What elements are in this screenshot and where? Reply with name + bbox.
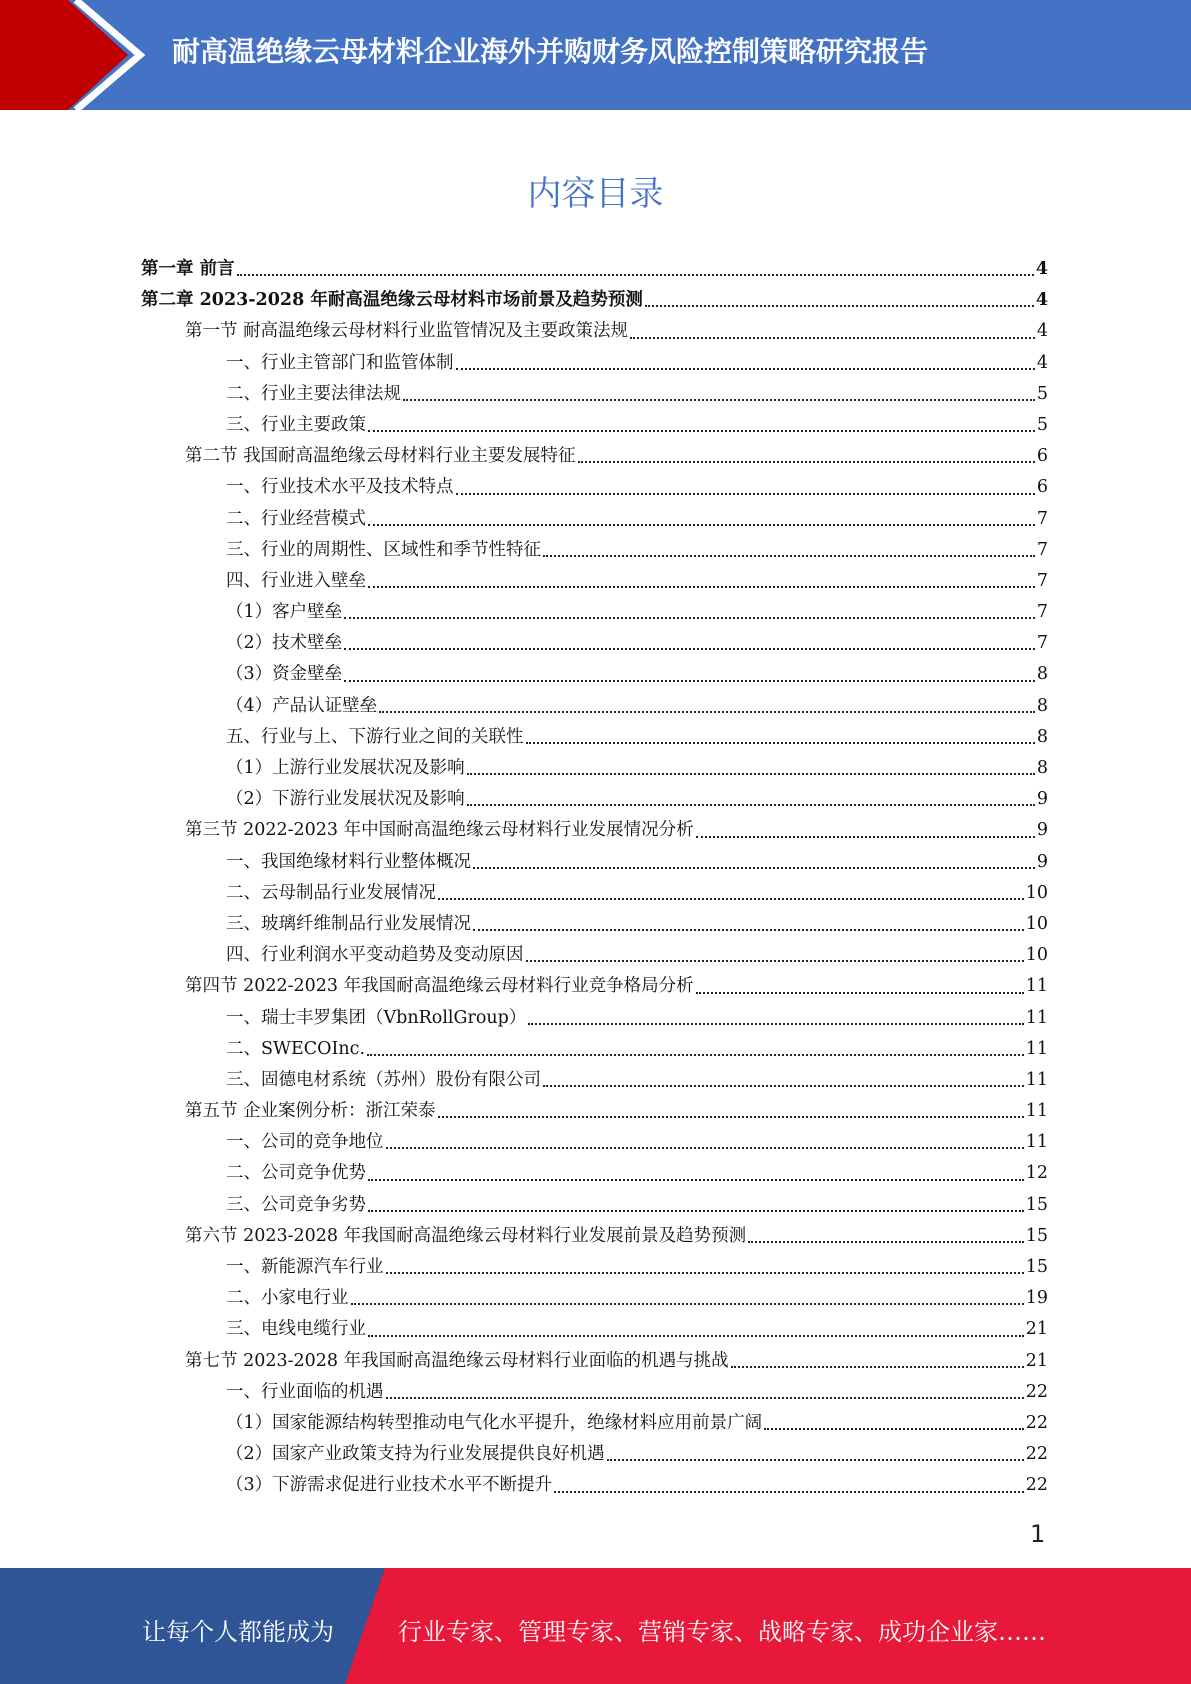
toc-entry-page: 22: [1025, 1381, 1048, 1402]
toc-entry-title: 四、行业利润水平变动趋势及变动原因: [226, 945, 524, 966]
toc-dot-leader: [386, 1146, 1024, 1149]
toc-entry-title: （1）客户壁垒: [226, 602, 343, 623]
toc-entry[interactable]: [141, 1221, 1048, 1252]
toc-dot-leader: [543, 1084, 1024, 1087]
toc-entry-page: 8: [1036, 664, 1048, 685]
toc-entry-title: （2）技术壁垒: [226, 633, 343, 654]
toc-entry-title: 三、公司竞争劣势: [226, 1194, 366, 1215]
page-number: 1: [1030, 1520, 1046, 1548]
toc-dot-leader: [368, 585, 1035, 588]
toc-entry-page: 8: [1036, 726, 1048, 747]
toc-entry-page: 7: [1036, 539, 1048, 560]
toc-entry-page: 15: [1025, 1194, 1048, 1215]
toc-entry-page: 11: [1025, 1132, 1048, 1153]
toc-entry[interactable]: [141, 1439, 1048, 1470]
toc-dot-leader: [367, 1053, 1024, 1056]
toc-entry-title: 一、瑞士丰罗集团（VbnRollGroup）: [226, 1007, 527, 1028]
toc-entry-page: 4: [1035, 259, 1048, 279]
toc-entry[interactable]: [141, 628, 1048, 659]
report-title: 耐高温绝缘云母材料企业海外并购财务风险控制策略研究报告: [172, 35, 929, 68]
toc-entry-page: 6: [1036, 446, 1048, 467]
toc-entry-title: 三、行业主要政策: [226, 414, 366, 435]
toc-entry-title: 一、新能源汽车行业: [226, 1257, 384, 1277]
toc-dot-leader: [526, 741, 1035, 744]
toc-entry-title: 二、云母制品行业发展情况: [226, 882, 436, 903]
toc-entry[interactable]: [141, 1003, 1048, 1034]
toc-entry-title: 第四节 2022-2023 年我国耐高温绝缘云母材料行业竞争格局分析: [185, 976, 694, 997]
toc-entry[interactable]: [141, 410, 1048, 441]
toc-entry-page: 11: [1025, 1038, 1048, 1059]
toc-entry[interactable]: [141, 472, 1048, 503]
toc-entry-title: 三、玻璃纤维制品行业发展情况: [226, 913, 471, 934]
toc-entry[interactable]: [141, 1470, 1048, 1501]
toc-entry-page: 5: [1036, 414, 1048, 435]
toc-entry-title: 三、行业的周期性、区域性和季节性特征: [226, 539, 541, 560]
toc-dot-leader: [456, 367, 1035, 370]
toc-entry-title: 二、行业经营模式: [226, 508, 366, 529]
toc-entry-page: 9: [1036, 789, 1048, 810]
toc-entry[interactable]: [141, 878, 1048, 909]
toc-entry-title: 一、我国绝缘材料行业整体概况: [226, 851, 471, 872]
toc-entry-title: 一、行业主管部门和监管体制: [226, 352, 454, 373]
toc-entry-title: （3）下游需求促进行业技术水平不断提升: [226, 1475, 553, 1496]
toc-dot-leader: [473, 928, 1024, 931]
toc-entry-title: （2）国家产业政策支持为行业发展提供良好机遇: [226, 1444, 605, 1465]
toc-entry[interactable]: [141, 722, 1048, 753]
toc-entry[interactable]: [141, 940, 1048, 971]
toc-dot-leader: [386, 1396, 1024, 1399]
toc-entry[interactable]: [141, 1096, 1048, 1127]
toc-entry-page: 9: [1036, 851, 1048, 872]
toc-entry-page: 4: [1036, 352, 1048, 373]
toc-entry[interactable]: [141, 1346, 1048, 1377]
toc-dot-leader: [438, 897, 1024, 900]
toc-entry-title: 第二节 我国耐高温绝缘云母材料行业主要发展特征: [185, 446, 576, 467]
toc-entry-title: 第三节 2022-2023 年中国耐高温绝缘云母材料行业发展情况分析: [185, 820, 694, 841]
toc-entry[interactable]: [141, 535, 1048, 566]
toc-dot-leader: [368, 1334, 1024, 1337]
header-chevron-decoration: [0, 0, 160, 110]
toc-entry-page: 4: [1036, 321, 1048, 342]
toc-dot-leader: [607, 1458, 1024, 1461]
toc-entry[interactable]: [141, 504, 1048, 535]
toc-entry-title: （4）产品认证壁垒: [226, 695, 378, 716]
toc-dot-leader: [368, 523, 1035, 526]
toc-dot-leader: [554, 1490, 1024, 1493]
toc-entry[interactable]: [141, 909, 1048, 940]
toc-entry[interactable]: [141, 1034, 1048, 1065]
toc-entry-title: 二、SWECOInc.: [226, 1038, 366, 1059]
toc-entry[interactable]: [141, 784, 1048, 815]
toc-entry-page: 19: [1025, 1288, 1048, 1309]
toc-entry[interactable]: [141, 691, 1048, 722]
toc-dot-leader: [696, 991, 1024, 994]
toc-entry[interactable]: [141, 566, 1048, 597]
toc-entry-title: 第七节 2023-2028 年我国耐高温绝缘云母材料行业面临的机遇与挑战: [185, 1350, 729, 1371]
toc-entry-title: 一、公司的竞争地位: [226, 1132, 384, 1153]
toc-entry-page: 8: [1036, 758, 1048, 778]
toc-dot-leader: [368, 429, 1035, 432]
toc-entry-page: 11: [1025, 976, 1048, 997]
toc-entry-title: 三、电线电缆行业: [226, 1319, 366, 1340]
header-bar: [0, 0, 1191, 110]
toc-entry-title: 一、行业技术水平及技术特点: [226, 477, 454, 498]
toc-entry-page: 7: [1036, 508, 1048, 529]
toc-dot-leader: [386, 1271, 1024, 1274]
toc-entry-title: 二、行业主要法律法规: [226, 383, 401, 404]
toc-entry[interactable]: [141, 753, 1048, 784]
toc-entry-page: 7: [1036, 570, 1048, 591]
toc-dot-leader: [368, 1209, 1024, 1212]
toc-entry-page: 11: [1025, 1101, 1048, 1122]
toc-entry[interactable]: [141, 254, 1048, 285]
toc-entry-page: 22: [1025, 1412, 1048, 1433]
toc-entry[interactable]: [141, 285, 1048, 316]
toc-entry-page: 15: [1025, 1225, 1048, 1246]
footer-slogan-right: 行业专家、管理专家、营销专家、战略专家、成功企业家……: [398, 1618, 1046, 1646]
toc-entry-page: 4: [1035, 290, 1048, 311]
toc-entry-page: 21: [1025, 1350, 1048, 1371]
toc-entry-page: 8: [1036, 695, 1048, 716]
toc-dot-leader: [368, 1178, 1024, 1181]
toc-entry-title: 第一章 前言: [141, 259, 235, 279]
toc-entry[interactable]: [141, 597, 1048, 628]
toc-entry[interactable]: [141, 441, 1048, 472]
toc-entry[interactable]: [141, 659, 1048, 690]
toc-entry-title: 一、行业面临的机遇: [226, 1381, 384, 1402]
toc-entry-title: 第五节 企业案例分析：浙江荣泰: [185, 1101, 436, 1122]
toc-entry[interactable]: [141, 1127, 1048, 1158]
toc-dot-leader: [344, 647, 1035, 650]
toc-entry-page: 10: [1025, 913, 1048, 934]
toc-dot-leader: [748, 1240, 1024, 1243]
toc-entry[interactable]: [141, 1314, 1048, 1345]
toc-dot-leader: [351, 1302, 1024, 1305]
toc-entry-title: 五、行业与上、下游行业之间的关联性: [226, 726, 524, 747]
toc-entry[interactable]: [141, 847, 1048, 878]
toc-entry-page: 22: [1025, 1444, 1048, 1465]
footer-slogan-left: 让每个人都能成为: [142, 1618, 334, 1646]
toc-entry-page: 11: [1025, 1007, 1048, 1028]
toc-dot-leader: [473, 866, 1035, 869]
toc-entry-title: 四、行业进入壁垒: [226, 570, 366, 591]
table-of-contents: [141, 254, 1048, 1502]
toc-dot-leader: [543, 554, 1035, 557]
footer-banner: [0, 1568, 1191, 1684]
toc-entry-page: 12: [1025, 1163, 1048, 1184]
toc-entry[interactable]: [141, 1408, 1048, 1439]
toc-dot-leader: [237, 273, 1034, 276]
toc-entry-title: 三、固德电材系统（苏州）股份有限公司: [226, 1069, 541, 1090]
toc-entry-title: 二、小家电行业: [226, 1288, 349, 1309]
toc-dot-leader: [528, 1022, 1023, 1025]
toc-entry[interactable]: [141, 1158, 1048, 1189]
toc-entry-title: （2）下游行业发展状况及影响: [226, 789, 465, 810]
toc-entry[interactable]: [141, 1065, 1048, 1096]
toc-entry-page: 22: [1025, 1475, 1048, 1496]
toc-dot-leader: [344, 679, 1035, 682]
toc-entry[interactable]: [141, 379, 1048, 410]
toc-dot-leader: [467, 803, 1035, 806]
toc-entry-page: 7: [1036, 633, 1048, 654]
toc-entry[interactable]: [141, 1190, 1048, 1221]
toc-entry[interactable]: [141, 815, 1048, 846]
toc-dot-leader: [344, 616, 1035, 619]
toc-entry-title: （1）国家能源结构转型推动电气化水平提升，绝缘材料应用前景广阔: [226, 1412, 763, 1433]
toc-entry[interactable]: [141, 316, 1048, 347]
toc-entry-page: 10: [1025, 882, 1048, 903]
toc-dot-leader: [526, 959, 1024, 962]
toc-entry-title: （1）上游行业发展状况及影响: [226, 758, 465, 778]
toc-dot-leader: [403, 398, 1035, 401]
toc-entry-title: 第一节 耐高温绝缘云母材料行业监管情况及主要政策法规: [185, 321, 629, 342]
toc-entry-title: （3）资金壁垒: [226, 664, 343, 685]
toc-dot-leader: [696, 835, 1035, 838]
toc-entry-page: 15: [1025, 1257, 1048, 1277]
toc-dot-leader: [731, 1365, 1024, 1368]
toc-entry-page: 11: [1025, 1069, 1048, 1090]
toc-entry-title: 第六节 2023-2028 年我国耐高温绝缘云母材料行业发展前景及趋势预测: [185, 1225, 747, 1246]
toc-entry[interactable]: [141, 971, 1048, 1002]
toc-entry[interactable]: [141, 348, 1048, 379]
toc-dot-leader: [630, 336, 1035, 339]
toc-entry-title: 第二章 2023-2028 年耐高温绝缘云母材料市场前景及趋势预测: [141, 290, 643, 311]
toc-dot-leader: [379, 710, 1035, 713]
toc-entry-page: 10: [1025, 945, 1048, 966]
toc-heading: 内容目录: [527, 174, 664, 214]
toc-entry-title: 二、公司竞争优势: [226, 1163, 366, 1184]
toc-entry[interactable]: [141, 1283, 1048, 1314]
toc-entry[interactable]: [141, 1252, 1048, 1283]
toc-entry-page: 21: [1025, 1319, 1048, 1340]
toc-entry[interactable]: [141, 1377, 1048, 1408]
toc-dot-leader: [438, 1115, 1024, 1118]
toc-dot-leader: [578, 460, 1035, 463]
toc-entry-page: 6: [1036, 477, 1048, 498]
toc-entry-page: 9: [1036, 820, 1048, 841]
toc-entry-page: 5: [1036, 383, 1048, 404]
toc-dot-leader: [764, 1427, 1024, 1430]
toc-dot-leader: [645, 304, 1034, 307]
toc-entry-page: 7: [1036, 602, 1048, 623]
toc-dot-leader: [456, 492, 1035, 495]
toc-dot-leader: [467, 772, 1035, 775]
